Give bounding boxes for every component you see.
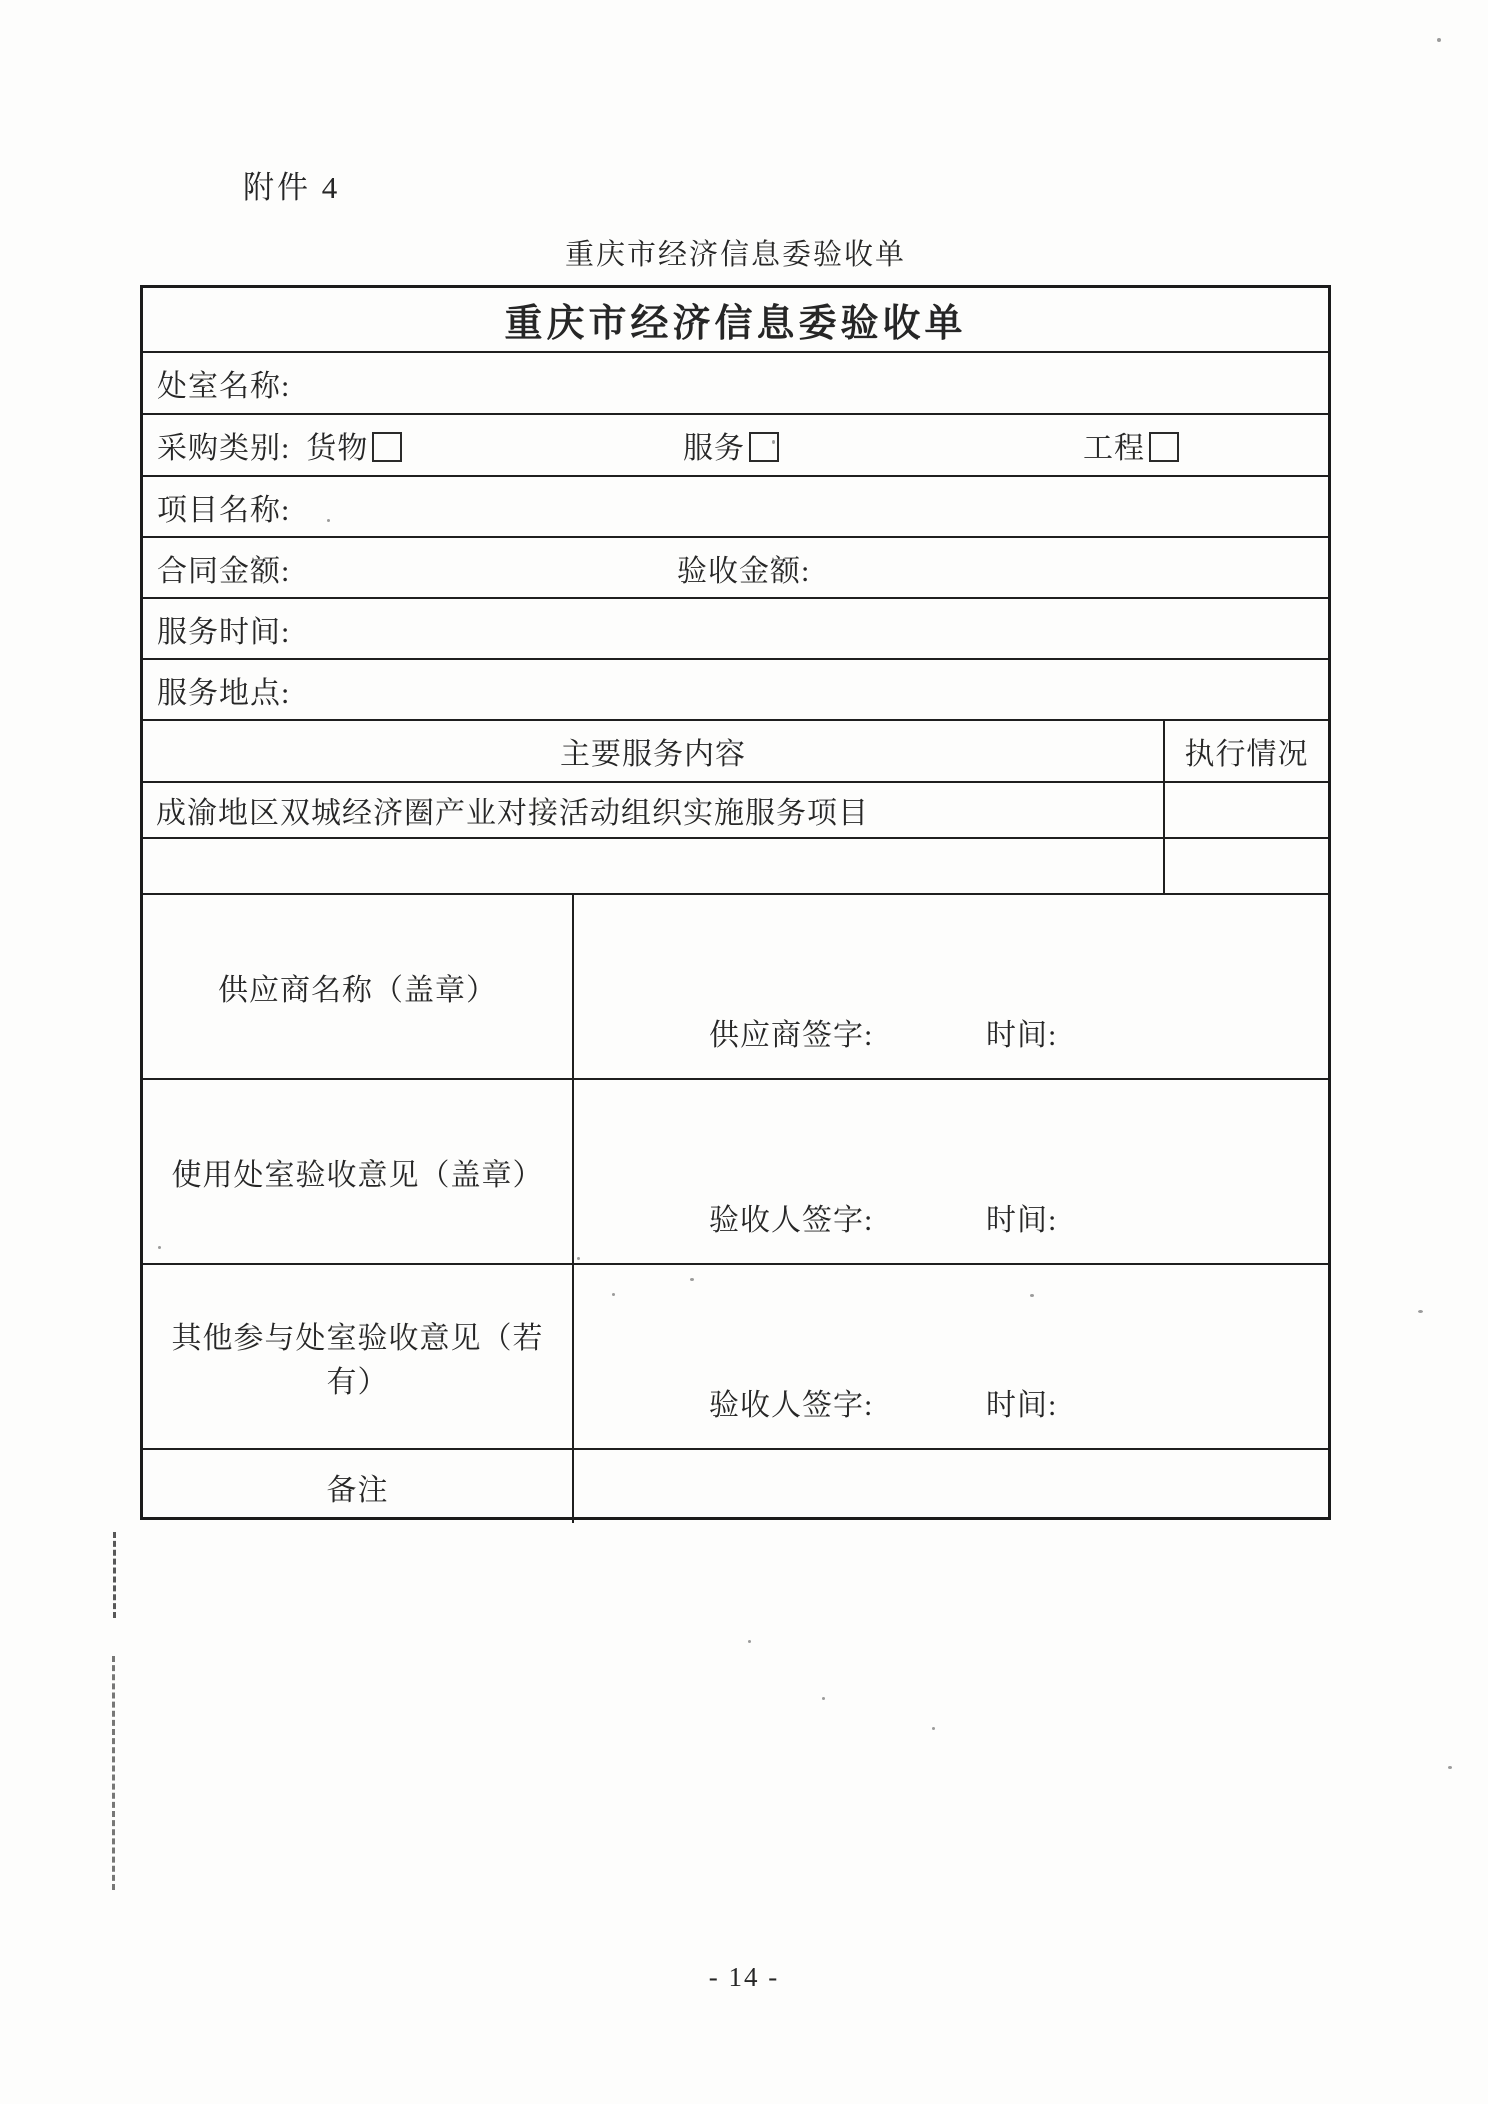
service-content-header-row xyxy=(143,721,1328,783)
contract-amount-label: 合同金额: xyxy=(157,554,291,588)
office-name-label: 处室名称: xyxy=(157,370,291,403)
checkbox-services-icon xyxy=(749,432,779,462)
scan-speck xyxy=(327,519,330,522)
service-content-empty-cell xyxy=(143,839,1163,893)
option-goods-label: 货物 xyxy=(306,432,369,465)
acceptor-time-label-1: 时间: xyxy=(986,1204,1058,1237)
service-content-cell: 成渝地区双城经济圈产业对接活动组织实施服务项目 xyxy=(156,797,869,830)
procurement-category-label: 采购类别: xyxy=(157,432,291,465)
using-office-signature-cell xyxy=(574,1080,1328,1263)
supplier-sign-label: 供应商签字: xyxy=(709,1019,874,1052)
main-service-content-header: 主要服务内容 xyxy=(560,738,746,771)
supplier-time-label: 时间: xyxy=(986,1019,1058,1052)
other-office-signature-cell xyxy=(574,1265,1328,1448)
other-office-opinion-row xyxy=(143,1265,1328,1450)
supplier-signature-row xyxy=(143,895,1328,1080)
service-content-row xyxy=(143,783,1328,839)
scan-speck xyxy=(1418,1310,1423,1313)
checkbox-engineering-icon xyxy=(1149,432,1179,462)
office-name-row xyxy=(143,353,1328,415)
scan-artifact-dashed-line xyxy=(113,1532,116,1618)
service-time-row xyxy=(143,599,1328,660)
amounts-row xyxy=(143,538,1328,599)
scan-speck xyxy=(932,1727,935,1730)
remarks-cell xyxy=(574,1450,1328,1523)
scan-speck xyxy=(158,1246,161,1249)
option-services-label: 服务 xyxy=(683,432,745,465)
scan-speck xyxy=(1448,1766,1452,1769)
procurement-category-row xyxy=(143,415,1328,477)
option-engineering-label: 工程 xyxy=(1083,432,1145,465)
acceptor-sign-label-2: 验收人签字: xyxy=(709,1389,874,1422)
scan-speck xyxy=(772,440,775,444)
option-engineering xyxy=(1083,423,1179,467)
scan-speck xyxy=(748,1640,751,1643)
option-goods xyxy=(306,423,402,467)
scan-speck xyxy=(822,1697,825,1700)
service-content-empty-row xyxy=(143,839,1328,895)
using-office-opinion-label: 使用处室验收意见（盖章） xyxy=(143,1080,574,1263)
scan-speck xyxy=(1030,1294,1034,1297)
project-name-row xyxy=(143,477,1328,538)
acceptance-form-table xyxy=(140,285,1331,1520)
page-number: - 14 - xyxy=(708,1962,780,1992)
option-services xyxy=(683,423,779,467)
remarks-label: 备注 xyxy=(143,1450,574,1523)
execution-status-empty-cell xyxy=(1163,839,1328,893)
service-location-row xyxy=(143,660,1328,721)
service-location-label: 服务地点: xyxy=(157,676,291,710)
supplier-signature-cell xyxy=(574,895,1328,1078)
execution-status-header: 执行情况 xyxy=(1163,721,1328,781)
project-name-label: 项目名称: xyxy=(157,493,291,527)
other-office-opinion-label: 其他参与处室验收意见（若有） xyxy=(143,1265,574,1448)
acceptance-amount-label: 验收金额: xyxy=(677,554,811,588)
table-header-title: 重庆市经济信息委验收单 xyxy=(143,288,1328,353)
attachment-label: 附件 4 xyxy=(243,170,341,205)
scan-speck xyxy=(690,1278,694,1281)
execution-status-cell xyxy=(1163,783,1328,837)
scan-speck xyxy=(577,1257,580,1260)
scan-speck xyxy=(612,1293,615,1296)
remarks-row xyxy=(143,1450,1328,1523)
document-title: 重庆市经济信息委验收单 xyxy=(564,239,906,271)
using-office-opinion-row xyxy=(143,1080,1328,1265)
scan-speck xyxy=(1437,38,1441,42)
checkbox-goods-icon xyxy=(372,432,402,462)
acceptor-sign-label-1: 验收人签字: xyxy=(709,1204,874,1237)
acceptor-time-label-2: 时间: xyxy=(986,1389,1058,1422)
supplier-name-label: 供应商名称（盖章） xyxy=(143,895,574,1078)
service-time-label: 服务时间: xyxy=(157,615,291,649)
scan-artifact-dashed-line xyxy=(112,1656,115,1890)
